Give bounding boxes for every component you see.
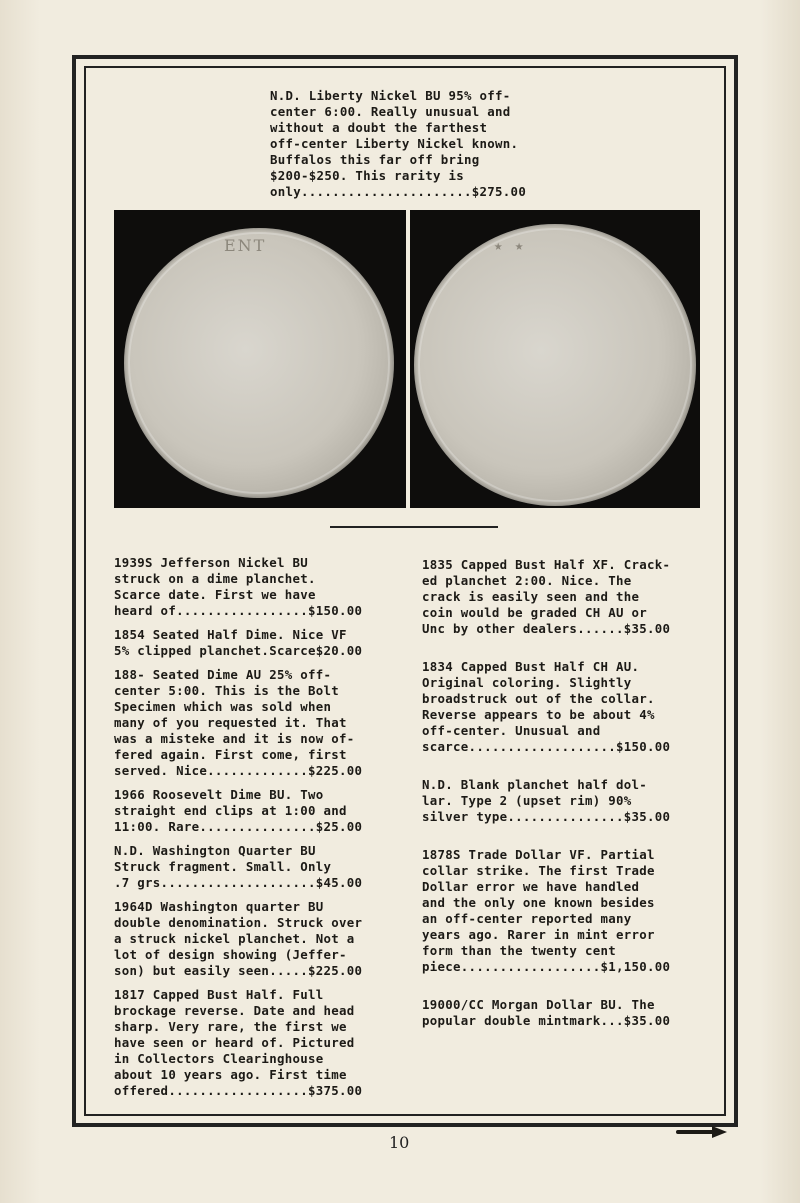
list-item: 1964D Washington quarter BU double denomination. Struck over a struck nickel planchet. Not a lot of design showing (Jeffer- son) but easily seen.....$225.00: [114, 899, 363, 978]
featured-listing: N.D. Liberty Nickel BU 95% off- center 6:00. Really unusual and without a doubt the farthest off-center Liberty Nickel known. Buffalos this far off bring $200-$250. This rarity is only......................$275.00: [270, 88, 527, 199]
listing-column-left: [114, 555, 404, 1107]
coin-lettering: ENT: [224, 236, 267, 255]
coin-image: [124, 228, 394, 498]
list-item: 1835 Capped Bust Half XF. Crack- ed planchet 2:00. Nice. The crack is easily seen and the coin would be graded CH AU or Unc by other dealers......$35.00: [422, 557, 671, 636]
coin-photo-reverse: [410, 210, 700, 508]
list-item: 1817 Capped Bust Half. Full brockage reverse. Date and head sharp. Very rare, the first we have seen or heard of. Pictured in Collectors Clearinghouse about 10 years ago. First time offered..................$375.00: [114, 987, 363, 1098]
coin-rim: [128, 232, 390, 494]
coin-image: [414, 224, 696, 506]
list-item: 19000/CC Morgan Dollar BU. The popular double mintmark...$35.00: [422, 997, 671, 1028]
page-number: 10: [389, 1133, 410, 1152]
list-item: 1966 Roosevelt Dime BU. Two straight end clips at 1:00 and 11:00. Rare...............$25.00: [114, 787, 363, 834]
list-item: 1834 Capped Bust Half CH AU. Original coloring. Slightly broadstruck out of the collar. Reverse appears to be about 4% off-center. Unusual and scarce...................$150.00: [422, 659, 671, 754]
coin-photo-obverse: [114, 210, 406, 508]
list-item: 1878S Trade Dollar VF. Partial collar strike. The first Trade Dollar error we have handled and the only one known besides an off-center reported many years ago. Rarer in mint error form than the twenty cent piece..................$1,150.00: [422, 847, 671, 974]
list-item: N.D. Washington Quarter BU Struck fragment. Small. Only .7 grs....................$45.00: [114, 843, 363, 890]
list-item: 188- Seated Dime AU 25% off- center 5:00. This is the Bolt Specimen which was sold when many of you requested it. That was a misteke and it is now of- fered again. First come, first served. Nice.............$225.00: [114, 667, 363, 778]
list-item: N.D. Blank planchet half dol- lar. Type 2 (upset rim) 90% silver type...............$35.00: [422, 777, 671, 824]
coin-stars: ★ ★: [494, 238, 526, 254]
list-item: 1854 Seated Half Dime. Nice VF 5% clipped planchet.Scarce$20.00: [114, 627, 363, 658]
section-divider: [330, 526, 498, 528]
list-item: 1939S Jefferson Nickel BU struck on a dime planchet. Scarce date. First we have heard of.................$150.00: [114, 555, 363, 618]
coin-rim: [418, 228, 692, 502]
listing-column-right: [422, 557, 712, 1051]
arrow-right-icon[interactable]: [676, 1125, 728, 1139]
